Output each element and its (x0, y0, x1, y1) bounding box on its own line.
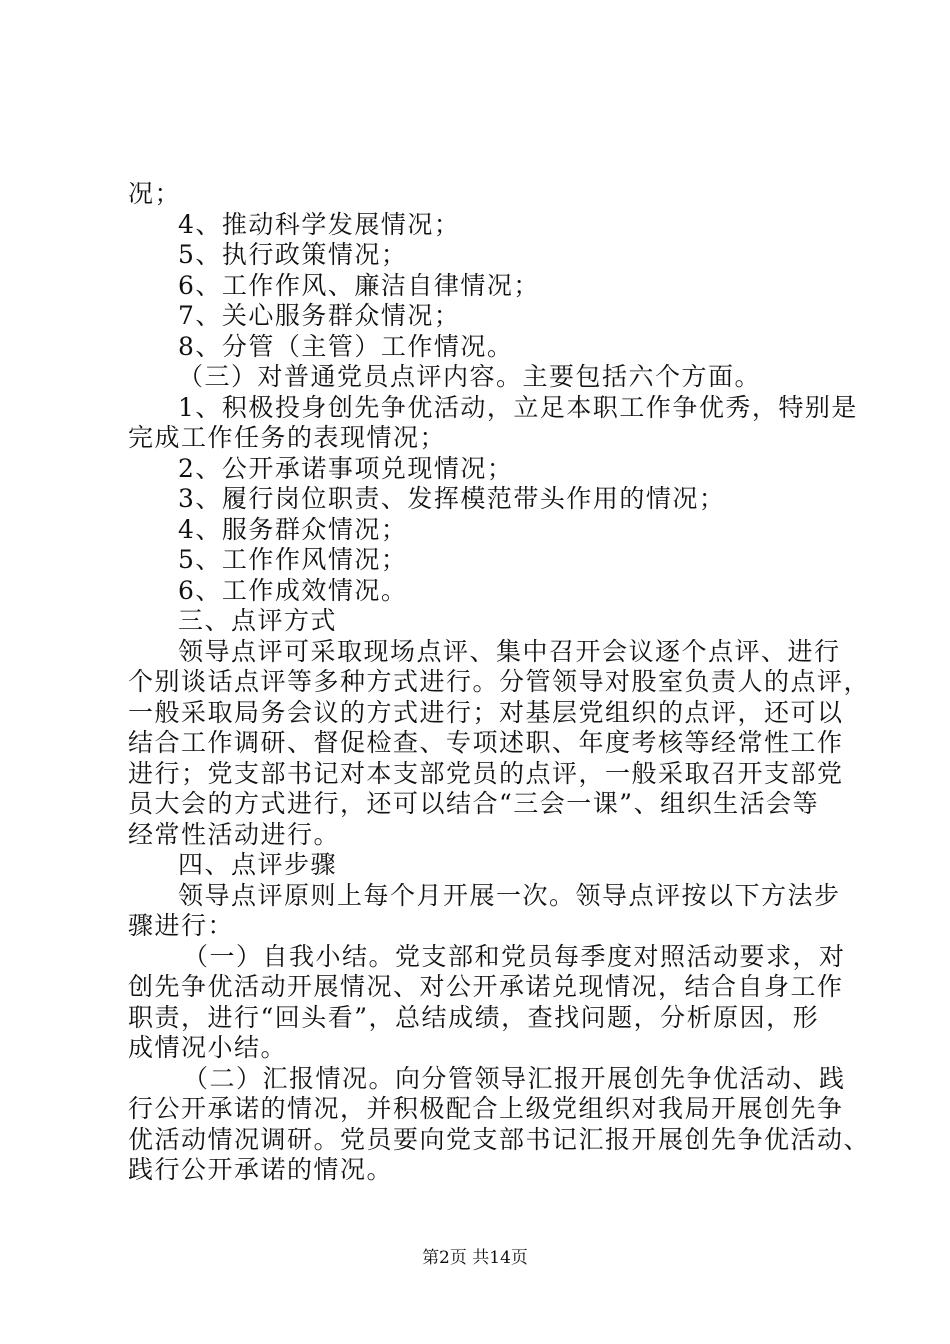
text-line: 员大会的方式进行，还可以结合“三会一课”、组织生活会等 (128, 789, 820, 818)
text-line: 6、工作作风、廉洁自律情况； (178, 271, 540, 300)
text-line: 创先争优活动开展情况、对公开承诺兑现情况，结合自身工作 (128, 972, 844, 1001)
text-line: 4、服务群众情况； (178, 515, 408, 544)
text-line: （一）自我小结。党支部和党员每季度对照活动要求，对 (183, 942, 846, 971)
text-line: 领导点评可采取现场点评、集中召开会议逐个点评、进行 (178, 637, 841, 666)
text-line: 进行；党支部书记对本支部党员的点评，一般采取召开支部党 (128, 759, 844, 788)
text-line: 个别谈话点评等多种方式进行。分管领导对股室负责人的点评， (128, 667, 871, 696)
text-line: 骤进行： (128, 911, 235, 940)
text-line: 4、推动科学发展情况； (178, 210, 461, 239)
text-line: （三）对普通党员点评内容。主要包括六个方面。 (178, 362, 762, 391)
text-line: 成情况小结。 (128, 1033, 288, 1062)
text-line: 5、工作作风情况； (178, 545, 408, 574)
text-line: 7、关心服务群众情况； (178, 301, 461, 330)
text-line: 5、执行政策情况； (178, 240, 408, 269)
text-line: 结合工作调研、督促检查、专项述职、年度考核等经常性工作 (128, 728, 844, 757)
text-line: 3、履行岗位职责、发挥模范带头作用的情况； (178, 484, 726, 513)
text-line: 2、公开承诺事项兑现情况； (178, 454, 514, 483)
text-line: 一般采取局务会议的方式进行；对基层党组织的点评，还可以 (128, 698, 844, 727)
text-line: 优活动情况调研。党员要向党支部书记汇报开展创先争优活动、 (128, 1125, 871, 1154)
text-line: 职责，进行“回头看”，总结成绩，查找问题，分析原因，形 (128, 1003, 820, 1032)
text-line: 6、工作成效情况。 (178, 576, 408, 605)
text-line: 况； (128, 179, 182, 208)
section-heading: 三、点评方式 (178, 606, 338, 635)
page-footer: 第2页 共14页 (422, 1248, 528, 1268)
text-line: 1、积极投身创先争优活动，立足本职工作争优秀，特别是 (178, 393, 858, 422)
text-line: 经常性活动进行。 (128, 820, 341, 849)
text-line: 8、分管（主管）工作情况。 (178, 332, 514, 361)
text-line: 完成工作任务的表现情况； (128, 423, 447, 452)
text-line: 践行公开承诺的情况。 (128, 1155, 394, 1184)
text-line: 行公开承诺的情况，并积极配合上级党组织对我局开展创先争 (128, 1094, 844, 1123)
section-heading: 四、点评步骤 (178, 850, 338, 879)
text-line: 领导点评原则上每个月开展一次。领导点评按以下方法步 (178, 881, 841, 910)
text-line: （二）汇报情况。向分管领导汇报开展创先争优活动、践 (183, 1064, 846, 1093)
